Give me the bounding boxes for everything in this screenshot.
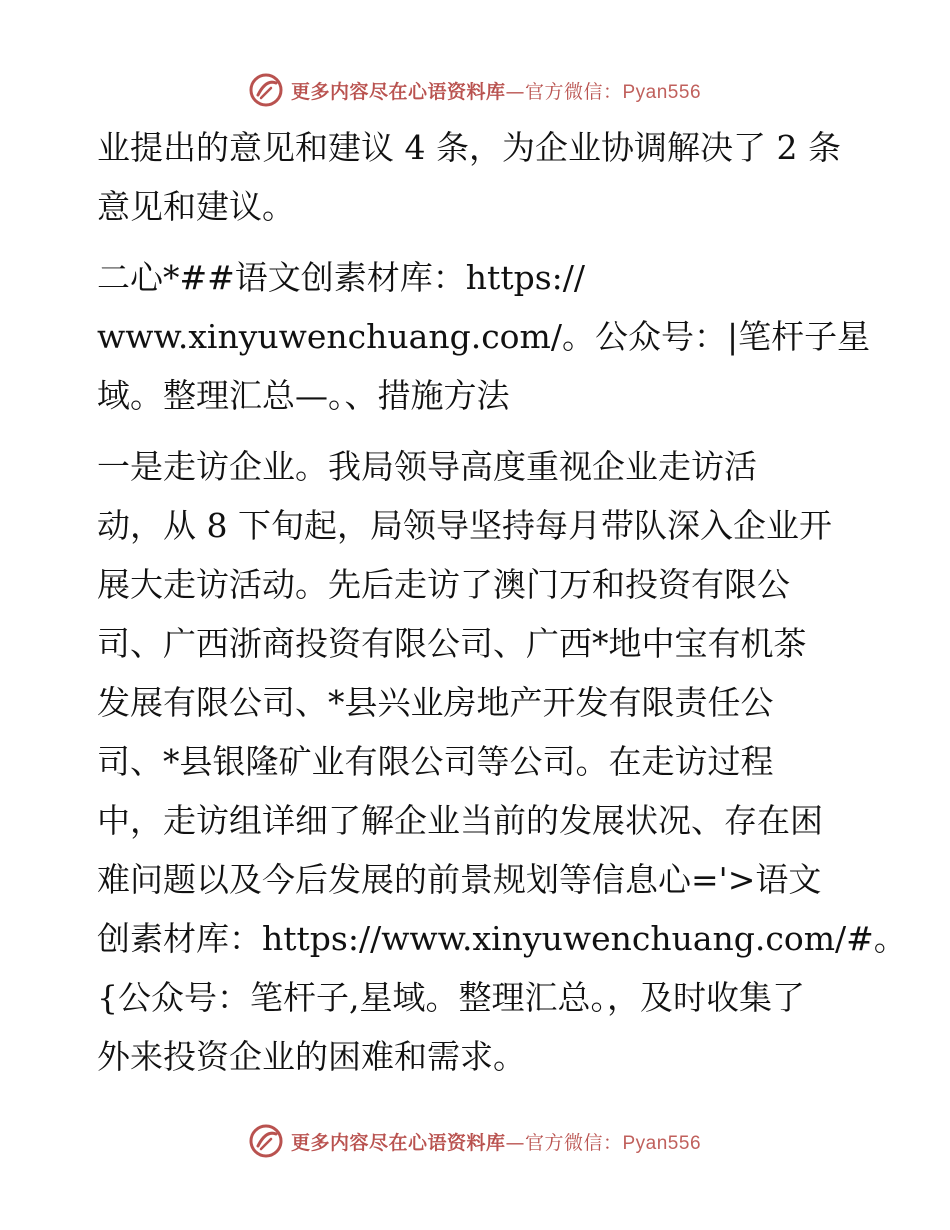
text-line: www.xinyuwenchuang.com/。公众号：|笔杆子星: [97, 317, 871, 356]
footer-wechat-label: 官方微信：: [524, 1131, 623, 1154]
brand-logo-icon: [249, 73, 283, 107]
paragraph-3: [97, 437, 907, 1086]
footer-brand: 更多内容尽在心语资料库: [290, 1131, 506, 1154]
text-line: 司、广西浙商投资有限公司、广西*地中宝有机茶: [97, 624, 807, 663]
paragraph-1: [97, 118, 857, 236]
text-line: 外来投资企业的困难和需求。: [97, 1037, 526, 1076]
text-line: 一是走访企业。我局领导高度重视企业走访活: [97, 447, 757, 486]
text-line: 业提出的意见和建议 4 条，为企业协调解决了 2 条: [97, 128, 841, 167]
header-brand: 更多内容尽在心语资料库: [290, 80, 506, 103]
header-wechat-id: Pyan556: [622, 81, 702, 103]
text-line: 展大走访活动。先后走访了澳门万和投资有限公: [97, 565, 790, 604]
brand-logo-icon: [249, 1124, 283, 1158]
footer-banner: [0, 1121, 950, 1161]
text-line: 发展有限公司、*县兴业房地产开发有限责任公: [97, 683, 774, 722]
header-banner: [0, 70, 950, 110]
text-line: 域。整理汇总—。、措施方法: [97, 376, 510, 415]
document-body: [97, 118, 907, 1086]
footer-banner-text: [291, 1128, 701, 1155]
paragraph-2: [97, 248, 871, 425]
header-dash: —: [505, 80, 525, 103]
footer-wechat-id: Pyan556: [622, 1132, 702, 1154]
text-line: 司、*县银隆矿业有限公司等公司。在走访过程: [97, 742, 774, 781]
text-line: 意见和建议。: [97, 187, 295, 226]
header-wechat-label: 官方微信：: [524, 80, 623, 103]
text-line: 动，从 8 下旬起，局领导坚持每月带队深入企业开: [97, 506, 832, 545]
header-banner-text: [291, 77, 701, 104]
text-line: 创素材库：https://www.xinyuwenchuang.com/#。: [97, 919, 907, 958]
text-line: {公众号：笔杆子,星域。整理汇总。，及时收集了: [97, 978, 805, 1017]
text-line: 难问题以及今后发展的前景规划等信息心='>语文: [97, 860, 822, 899]
footer-dash: —: [505, 1131, 525, 1154]
text-line: 二心*##语文创素材库：https://: [97, 258, 585, 297]
text-line: 中，走访组详细了解企业当前的发展状况、存在困: [97, 801, 823, 840]
